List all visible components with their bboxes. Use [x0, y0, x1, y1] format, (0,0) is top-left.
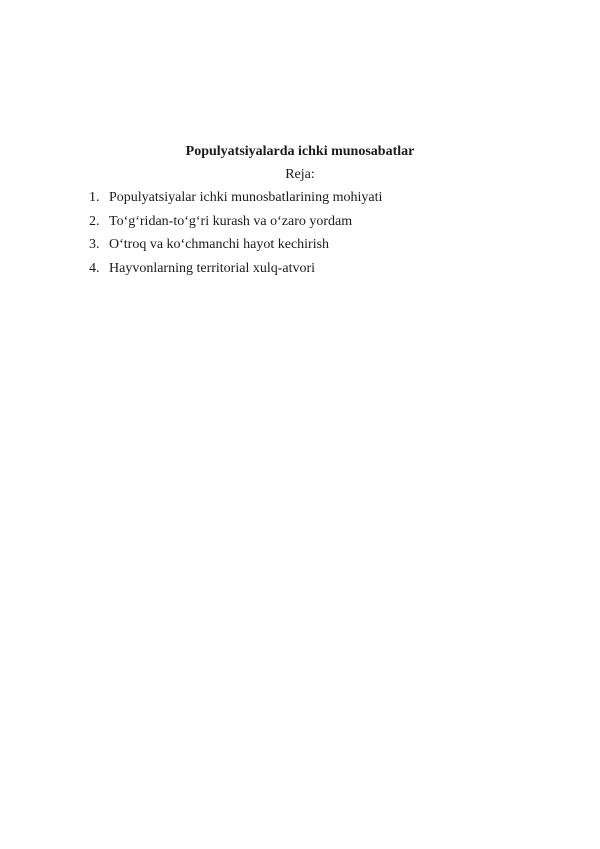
plan-item	[89, 212, 382, 236]
plan-item	[89, 235, 382, 259]
plan-heading: Reja:	[285, 167, 315, 182]
plan-item-text: Populyatsiyalar ichki munosbatlarining mohiyati	[109, 190, 383, 205]
document-title: Populyatsiyalarda ichki munosabatlar	[185, 144, 415, 159]
plan-list	[89, 188, 382, 282]
plan-item-text: Hayvonlarning territorial xulq-atvori	[109, 260, 316, 276]
plan-item-number: 3.	[89, 237, 100, 252]
plan-item	[89, 259, 382, 283]
plan-item-text: O‘troq va ko‘chmanchi hayot kechirish	[109, 237, 330, 252]
plan-item	[89, 188, 382, 212]
plan-item-number: 1.	[89, 190, 100, 205]
plan-item-text: To‘g‘ridan-to‘g‘ri kurash va o‘zaro yordam	[109, 213, 353, 229]
plan-item-number: 4.	[89, 260, 100, 276]
plan-item-number: 2.	[89, 213, 100, 229]
